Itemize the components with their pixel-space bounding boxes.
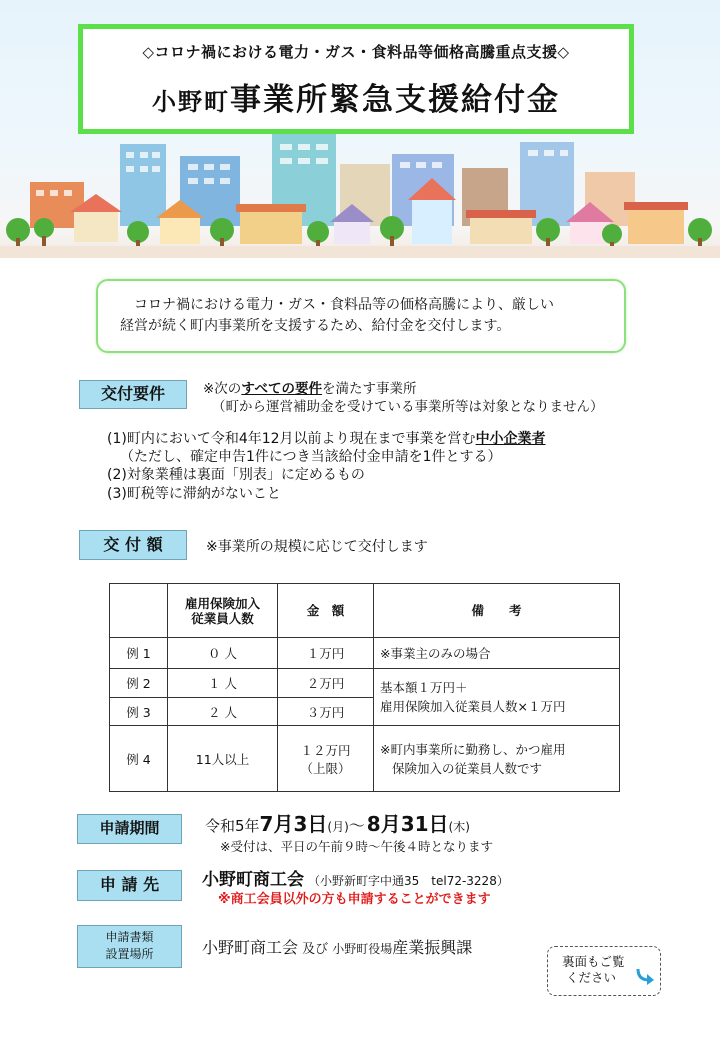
table-header-remarks [374, 584, 620, 638]
table-header-employees [168, 584, 278, 638]
item1-prefix: (1)町内において令和4年12月以前より現在まで事業を営む [107, 431, 476, 447]
table-row [110, 726, 620, 792]
table-cell-remark [374, 726, 620, 792]
table-header-row [110, 584, 620, 638]
requirement-item-1-sub: （ただし、確定申告1件につき当該給付金申請を1件とする） [120, 449, 502, 465]
table-cell-remark: ※事業主のみの場合 [374, 638, 620, 669]
title-town: 小野町 [152, 88, 230, 116]
documents-label [77, 925, 182, 968]
amount-cap: （上限） [300, 760, 351, 776]
destination-note: ※商工会員以外の方も申請することができます [218, 892, 491, 907]
table-cell-count: ２ 人 [168, 698, 278, 726]
note-emphasis: すべての要件 [241, 381, 323, 397]
documents-places [202, 937, 472, 961]
requirement-item-2: (2)対象業種は裏面「別表」に定めるもの [107, 467, 365, 483]
period-era: 令和5年 [205, 817, 260, 835]
remark-line: 雇用保険加入従業員人数×１万円 [380, 699, 566, 714]
amount-label: 交 付 額 [79, 530, 187, 560]
table-header-blank [110, 584, 168, 638]
requirement-item-3: (3)町税等に滞納がないこと [107, 486, 281, 502]
destination-label: 申 請 先 [77, 870, 182, 901]
intro-line-2: 経営が続く町内事業所を支援するため、給付金を交付します。 [120, 318, 511, 334]
table-cell-example: 例 1 [110, 638, 168, 669]
documents-label-line2: 設置場所 [105, 947, 154, 961]
amount-value: １２万円 [300, 742, 351, 758]
table-cell-example: 例 3 [110, 698, 168, 726]
documents-place-1: 小野町商工会 [202, 938, 299, 957]
documents-place-2: 産業振興課 [392, 938, 473, 957]
table-row [110, 638, 620, 669]
destination-line [202, 869, 509, 892]
destination-name: 小野町商工会 [202, 870, 304, 890]
table-cell-count: ０ 人 [168, 638, 278, 669]
period-end: 8月31日 [366, 812, 449, 836]
requirements-label: 交付要件 [79, 380, 187, 409]
period-note: ※受付は、平日の午前９時～午後４時となります [220, 839, 493, 854]
table-cell-amount [278, 726, 374, 792]
destination-address: （小野新町字中通35 tel72-3228） [308, 874, 509, 888]
period-end-day: (木) [448, 820, 470, 834]
title-box [78, 24, 634, 134]
period-label: 申請期間 [77, 814, 182, 844]
intro-box [96, 279, 626, 353]
header-remarks-text: 備 考 [471, 603, 522, 618]
table-cell-count: 11人以上 [168, 726, 278, 792]
header-banner [0, 0, 720, 258]
period-tilde: ～ [348, 816, 365, 835]
table-cell-example: 例 2 [110, 669, 168, 698]
table-cell-amount: ３万円 [278, 698, 374, 726]
back-note-line1: 裏面もご覧 [562, 954, 625, 969]
header-amount-text: 金 額 [306, 603, 345, 618]
remark-line: 保険加入の従業員人数です [392, 760, 543, 776]
amount-table [109, 583, 620, 792]
requirements-note [203, 380, 417, 398]
back-note-line2: ください [566, 970, 617, 985]
note-suffix: を満たす事業所 [322, 381, 417, 397]
period-dates [205, 811, 470, 840]
table-header-amount [278, 584, 374, 638]
remark-line: 基本額１万円＋ [380, 680, 468, 695]
table-cell-example: 例 4 [110, 726, 168, 792]
back-side-note [547, 946, 661, 996]
requirement-item-1 [107, 430, 546, 448]
turn-arrow-icon [634, 965, 656, 985]
remark-line: ※町内事業所に勤務し、かつ雇用 [380, 741, 566, 757]
documents-and: 及び [298, 942, 333, 957]
header-employees-text: 雇用保険加入 従業員人数 [184, 595, 260, 626]
title-main-text: 事業所緊急支援給付金 [230, 82, 560, 118]
city-illustration [0, 134, 720, 258]
table-cell-amount: １万円 [278, 638, 374, 669]
table-cell-amount: ２万円 [278, 669, 374, 698]
documents-place-2-prefix: 小野町役場 [332, 942, 393, 956]
intro-line-1: コロナ禍における電力・ガス・食料品等の価格高騰により、厳しい [134, 297, 554, 313]
table-cell-count: １ 人 [168, 669, 278, 698]
page-title [83, 74, 629, 119]
requirements-note-line2: （町から運営補助金を受けている事業所等は対象となりません） [212, 399, 604, 415]
table-row [110, 669, 620, 698]
period-start: 7月3日 [259, 812, 328, 836]
amount-note: ※事業所の規模に応じて交付します [206, 539, 428, 555]
documents-label-line1: 申請書類 [105, 930, 154, 944]
item1-emphasis: 中小企業者 [475, 431, 546, 447]
title-subtitle: ◇コロナ禍における電力・ガス・食料品等価格高騰重点支援◇ [142, 43, 570, 61]
period-start-day: (月) [327, 820, 349, 834]
table-cell-remark [374, 669, 620, 726]
note-prefix: ※次の [203, 381, 242, 397]
